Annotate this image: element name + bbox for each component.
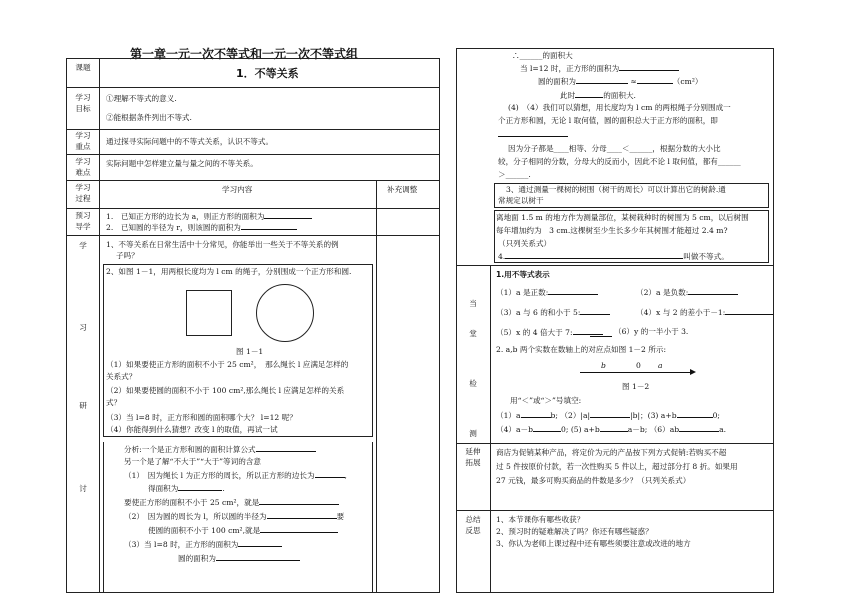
question-1-line-2: 子吗？ <box>116 251 139 260</box>
label-topic: 课题 <box>75 63 91 72</box>
label-study-1: 学 <box>79 241 87 250</box>
test-item-4: （4）x 与 2 的差小于－1: <box>636 307 773 318</box>
goal-1: ①理解不等式的意义. <box>106 94 177 103</box>
col-supplement: 补充调整 <box>387 185 418 194</box>
extend-line-2: 过 5 件按原价付款，若一次性购买 5 件以上，超过部分打 8 折。如果用 <box>496 462 738 471</box>
right-top-line-1: ∴______的面积大 <box>512 51 573 60</box>
figure-caption-2: 图 1－2 <box>622 382 650 391</box>
fill-row-2: （4）a－b 0; (5) a+b a－b; （6）ab a. <box>496 425 727 434</box>
label-preview: 预习导学 <box>75 211 91 231</box>
question-3-body-2: 每年增加约为 3 cm.这棵树至少生长多少年其树围才能超过 2.4 m? <box>496 226 728 235</box>
preview-item-1: 1. 已知正方形的边长为 a，则正方形的面积为 <box>106 211 312 222</box>
question-2-intro: 2、如图 1－1，用两根长度均为 l cm 的绳子，分别围成一个正方形和圆. <box>106 267 352 276</box>
axis-label-0: 0 <box>636 361 641 370</box>
main-title: 第一章一元一次不等式和一元一次不等式组 <box>130 47 359 61</box>
goal-2: ②能根据条件列出不等式. <box>106 113 192 122</box>
analysis-line-1: 分析:一个是正方形和圆的面积计算公式 <box>124 444 316 455</box>
question-2-line-1: （1）如果要使正方形的面积不小于 25 cm²， 那么绳长 l 应满足怎样的 <box>106 360 349 369</box>
test-item-1: （1）a 是正数: <box>496 287 598 298</box>
fill-row-1: （1）a b; （2）|a| |b|；(3) a+b 0; <box>496 411 720 420</box>
label-test-2: 堂 <box>469 329 477 338</box>
test-item-6-blank <box>590 336 612 337</box>
preview-item-2: 2. 已知圆的半径为 r，则该圆的面积为 <box>106 222 297 233</box>
right-top-line-4: 此时 的面积大. <box>560 91 636 100</box>
label-summary: 总结反思 <box>465 515 481 535</box>
number-line-arrow-icon <box>690 369 696 375</box>
right-top-line-8: 较，分子相同的分数，分母大的反而小，因此不论 l 取何值，都有______ <box>498 157 741 166</box>
right-top-line-3: 圆的面积为 ≈ （cm²） <box>538 77 703 86</box>
question-3-title-1: 3、通过测量一棵树的树围（树干的周长）可以计算出它的树龄.通 <box>506 185 726 194</box>
extend-line-1: 商店为促销某种产品，将定价为元的产品按下列方式促销:若购买不超 <box>496 448 727 457</box>
question-2-line-3: （2）如果要使圆的面积不小于 100 cm²,那么绳长 l 应满足怎样的关系 <box>106 386 345 395</box>
figure-caption-1: 图 1－1 <box>236 347 264 356</box>
test-item-5: （5）x 的 4 倍大于 7: <box>496 327 603 338</box>
right-table <box>456 48 774 593</box>
summary-item-3: 3、你认为老师上课过程中还有哪些须要注意或改进的地方 <box>496 539 691 548</box>
circle-shape <box>256 284 314 342</box>
question-3-body-3: （只列关系式） <box>498 239 552 248</box>
label-difficult: 学习难点 <box>75 157 91 177</box>
label-goal: 学习目标 <box>75 93 91 113</box>
label-key: 学习重点 <box>75 131 91 151</box>
label-process: 学习过程 <box>75 183 91 203</box>
axis-label-a: a <box>658 361 663 370</box>
axis-label-b: b <box>601 361 606 370</box>
summary-item-2: 2、预习时的疑难解决了吗？你还有哪些疑惑？ <box>496 527 653 536</box>
analysis-line-5: 要使正方形的面积不小于 25 cm²，就是 <box>124 497 339 508</box>
question-2-line-4: 式？ <box>106 398 122 407</box>
label-test-3: 检 <box>469 379 477 388</box>
col-content: 学习内容 <box>222 185 253 194</box>
test-2-intro: 2. a,b 两个实数在数轴上的对应点如图 1－2 所示: <box>496 345 667 354</box>
analysis-line-3: （1） 因为绳长 l 为正方形的周长，所以正方形的边长为 , <box>124 471 347 480</box>
question-2-line-5: （3）当 l=8 时，正方形和圆的面积哪个大？ l=12 呢？ <box>106 413 297 422</box>
fill-hint: 用“＜”或“＞”号填空: <box>510 396 582 405</box>
analysis-line-7: 使圆的面积不小于 100 cm²,就是 <box>148 525 338 536</box>
test-title: 1.用不等式表示 <box>496 270 550 279</box>
summary-item-1: 1、本节课你有哪些收获？ <box>496 515 585 524</box>
test-item-2: （2）a 是负数: <box>636 287 738 298</box>
section-title: 1．不等关系 <box>236 67 299 80</box>
square-shape <box>186 290 232 336</box>
question-2-line-2: 关系式？ <box>106 372 137 381</box>
right-top-line-6: 个正方形和圆，无论 l 取何值，圆的面积总大于正方形的面积，即 <box>498 116 718 125</box>
label-study-3: 研 <box>79 401 87 410</box>
label-test-1: 当 <box>469 299 477 308</box>
analysis-line-9: 圆的面积为 <box>178 553 300 564</box>
right-top-line-9: ＞______. <box>498 170 531 179</box>
analysis-line-8: （3）当 l=8 时，正方形的面积为 <box>124 539 282 550</box>
right-top-line-2: 当 l=12 时，正方形的面积为 <box>520 63 679 74</box>
label-study-4: 讨 <box>79 484 87 493</box>
right-top-line-7: 因为分子都是____相等、分母____＜______，根据分数的大小比 <box>508 144 721 153</box>
difficult-text: 实际问题中怎样建立量与量之间的不等关系。 <box>106 159 258 168</box>
analysis-line-6: （2） 因为圆的周长为 l，所以圆的半径为 要 <box>124 512 345 521</box>
question-2-line-6: （4）你能得到什么猜想？改变 l 的取值，再试一试 <box>106 425 278 434</box>
number-line <box>580 372 692 373</box>
question-3-body-1: 离地面 1.5 m 的地方作为测量部位，某树栽种时的树围为 5 cm，以后树围 <box>496 213 749 222</box>
key-text: 通过探寻实际问题中的不等式关系，认识不等式。 <box>106 137 274 146</box>
question-1-line-1: 1、不等关系在日常生活中十分常见，你能举出一些关于不等关系的例 <box>106 240 339 249</box>
question-4: 4. 叫做不等式。 <box>498 252 729 261</box>
test-item-3: （3）a 与 6 的和小于 5: <box>496 307 610 318</box>
analysis-line-2: 另一个是了解“不大于”“大于”等词的含意 <box>124 457 262 466</box>
label-study-2: 习 <box>79 323 87 332</box>
label-extend: 延伸拓展 <box>465 447 481 467</box>
right-top-line-5: (4) （4）我们可以猜想，用长度均为 l cm 的两根绳子分别围成一 <box>508 103 731 112</box>
extend-line-3: 27 元钱，最多可购买商品的件数是多少？（只列关系式） <box>496 476 691 485</box>
analysis-line-4: 得面积为 . <box>148 484 225 493</box>
test-item-6: （6）y 的一半小于 3. <box>614 327 689 336</box>
question-3-title-2: 常规定以树干 <box>498 196 544 205</box>
label-test-4: 测 <box>469 429 477 438</box>
answer-blank <box>498 136 568 137</box>
